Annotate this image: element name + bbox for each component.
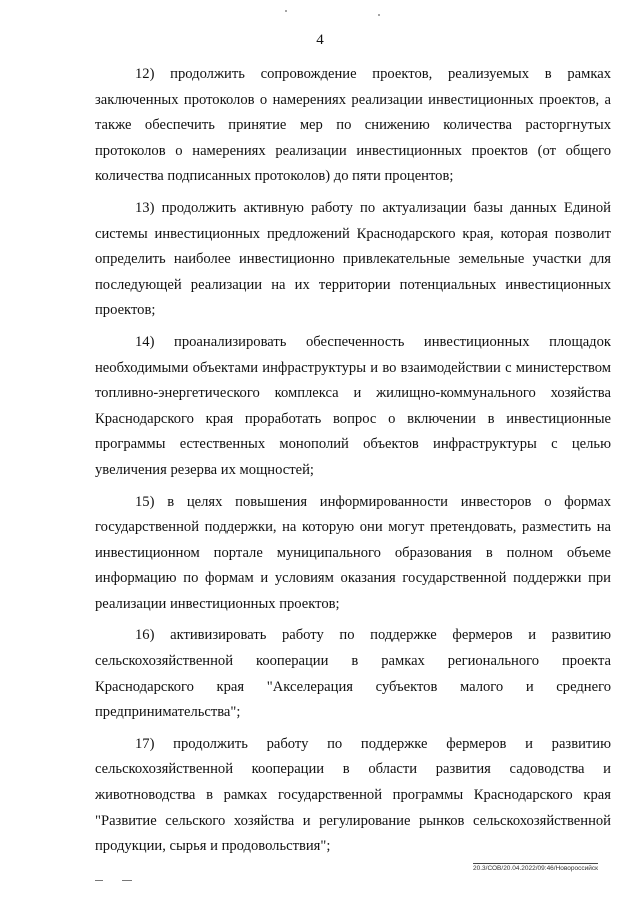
paragraph-item-12: 12) продолжить сопровождение проектов, реализуемых в рамках заключенных протоколов о намерениях реализации инвестиционных проектов, а также обеспечить принятие мер по снижению количества расторгнутых протоколов о намерениях реализации инвестиционных проектов (от общего количества подписанных протоколов) до пяти процентов; [95,66,611,185]
page-number: 4 [316,32,324,48]
footer-stamp: 20.3/СОВ/20.04.2022/09:46/Новороссийск [472,865,598,872]
paragraph-item-16: 16) активизировать работу по поддержке фермеров и развитию сельскохозяйственной кооперации в рамках регионального проекта Краснодарского края "Акселерация субъектов малого и среднего предпринимательства"; [95,627,611,721]
scan-artifact [285,10,287,12]
paragraph-item-13: 13) продолжить активную работу по актуализации базы данных Единой системы инвестиционных предложений Краснодарского края, которая позволит определить наиболее инвестиционно привлекательные земельные участки для последующей реализации на их территории потенциальных инвестиционных проектов; [95,199,611,319]
scan-artifact [122,880,132,881]
paragraph-item-17: 17) продолжить работу по поддержке фермеров и развитию сельскохозяйственной кооперации в области развития садоводства и животноводства в рамках государственной программы Краснодарского края "Развитие сельского хозяйства и регулирование рынков сельскохозяйственной продукции, сырья и продовольствия"; [95,735,611,855]
paragraph-item-15: 15) в целях повышения информированности инвесторов о формах государственной поддержки, на которую они могут претендовать, разместить на инвестиционном портале муниципального образования в полном объеме информацию по формам и условиям оказания государственной поддержки при реализации инвестиционных проектов; [95,493,611,612]
paragraph-item-14: 14) проанализировать обеспеченность инвестиционных площадок необходимыми объектами инфраструктуры и во взаимодействии с министерством топливно-энергетического комплекса и жилищно-коммунального хозяйства Краснодарского края проработать вопрос о включении в инвестиционные программы естественных монополий объектов инфраструктуры с целью увеличения резерва их мощностей; [95,333,611,478]
document-body [95,62,611,866]
scan-artifact [95,880,103,881]
scan-artifact [378,14,380,16]
